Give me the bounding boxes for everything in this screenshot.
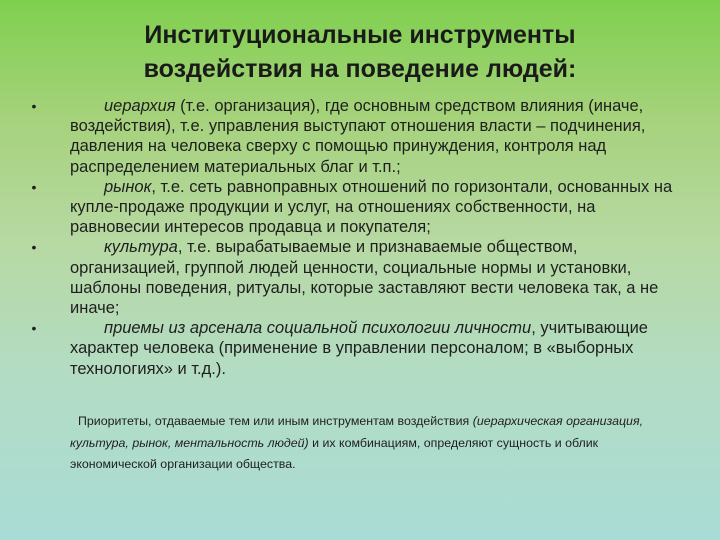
bullet-icon: • (31, 320, 37, 337)
bullet-text: , т.е. вырабатываемые и признаваемые обществом, организацией, группой людей ценности, социальные нормы и установки, шаблоны поведения, ритуалы, которые заставляют вести человека так, а не иначе; (70, 238, 659, 318)
bullet-text: , т.е. сеть равноправных отношений по горизонтали, основанных на купле-продаже продукции и услуг, на отношениях собственности, на равновесии интересов продавца и покупателя; (70, 177, 673, 237)
bullet-item-psychology (28, 318, 678, 379)
title-line-2: воздействия на поведение людей: (143, 55, 577, 83)
note-text-after: и их комбинациям, определяют сущность и облик экономической организации общества. (70, 435, 599, 471)
title-line-1: Институциональные инструменты (144, 21, 576, 49)
note-text-italic: (иерархическая организация, культура, рынок, ментальность людей) (70, 414, 644, 450)
bullet-item-market (28, 177, 678, 238)
bullet-list (28, 96, 678, 379)
bullet-text: (т.е. организация), где основным средством влияния (иначе, воздействия), т.е. управления выступают отношения власти – подчинения, давления на человека сверху с помощью принуждения, контроля над распределением материальных благ и т.п.; (70, 97, 646, 176)
bullet-term: культура (104, 238, 178, 257)
bullet-item-culture (28, 237, 678, 318)
bullet-text: , учитывающие характер человека (применение в управлении персоналом; в «выборных технологиях» и т.д.). (70, 319, 648, 378)
summary-note (70, 411, 675, 476)
bullet-term: рынок (104, 177, 152, 196)
slide-title (60, 18, 660, 86)
bullet-term: иерархия (104, 97, 176, 115)
note-text-before: Приоритеты, отдаваемые тем или иным инструментам воздействия (78, 414, 473, 428)
bullet-icon: • (31, 239, 37, 256)
bullet-item-hierarchy (28, 96, 678, 177)
bullet-term: приемы из арсенала социальной психологии личности (104, 319, 532, 338)
bullet-icon: • (31, 178, 37, 195)
bullet-icon: • (31, 98, 37, 114)
